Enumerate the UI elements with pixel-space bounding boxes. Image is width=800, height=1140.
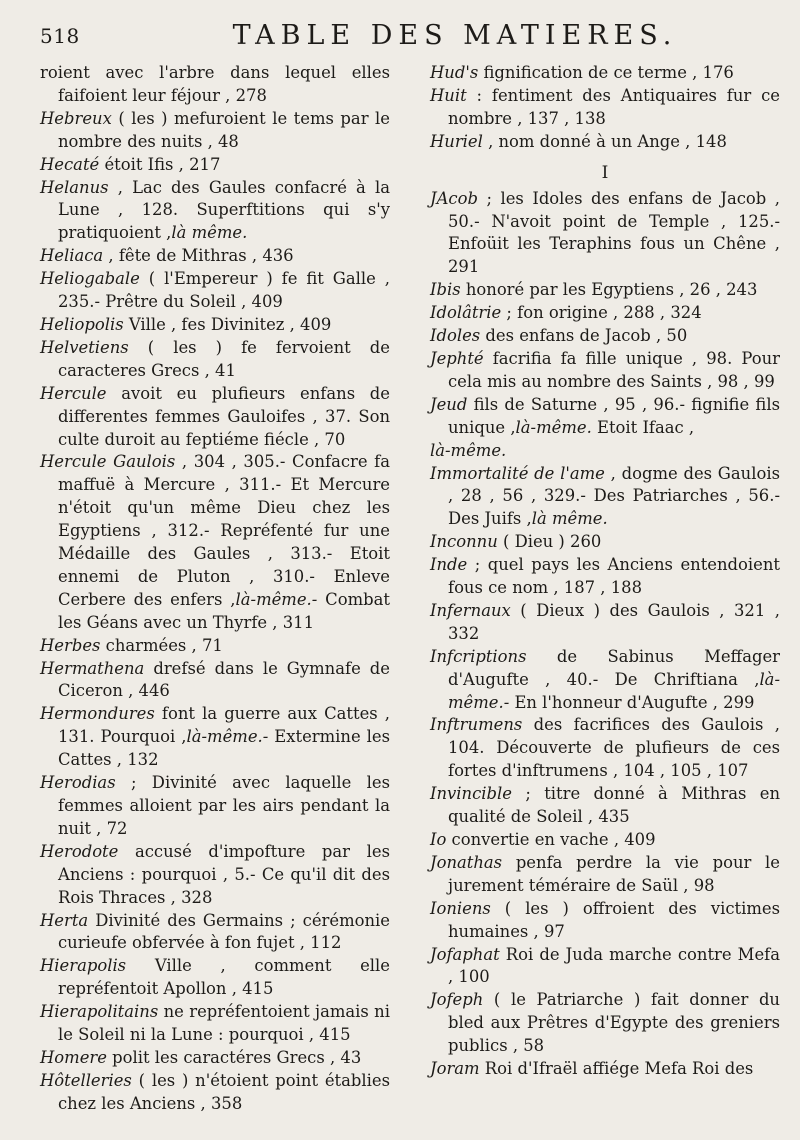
index-columns — [40, 62, 780, 1132]
entry-text: 415 — [236, 979, 274, 999]
entry-text: 100 — [453, 967, 490, 987]
index-entry — [430, 531, 780, 554]
entry-text: drefsé dans le Gymnafe de Ciceron , — [58, 658, 390, 701]
entry-text: ( l'Empereur ) fe fit Galle , 235.- Prêtre du Soleil , — [58, 269, 390, 312]
entry-text: , dogme des Gaulois , 28 , 56 , 329.- Des Patriarches , 56.- Des Juifs , — [448, 463, 780, 529]
entry-headword: Io — [430, 830, 447, 849]
entry-text: 50 — [661, 326, 688, 346]
entry-headword: Immortalité de l'ame — [430, 463, 605, 483]
entry-text: ; les Idoles des enfans de Jacob , 50.- N'avoit point de Temple , 125.- Enfoüit les Teraphins fous un Chêne , — [448, 188, 780, 254]
entry-headword: Hôtelleries — [40, 1070, 132, 1090]
entry-headword: Inconnu — [430, 532, 498, 552]
entry-text: En l'honneur d'Augufte , 299 — [509, 692, 755, 712]
entry-text: 43 — [335, 1047, 362, 1067]
entry-cross-reference: là même. — [531, 509, 608, 529]
entry-text: ; Divinité avec laquelle les femmes alloient par les airs pendant la nuit , — [58, 773, 390, 838]
entry-headword: Hermondures — [40, 704, 155, 724]
index-entry — [430, 394, 780, 440]
entry-headword: Inde — [430, 555, 468, 575]
entry-cross-reference: là même. — [171, 223, 248, 243]
index-entry — [40, 108, 390, 154]
entry-headword: Herbes — [40, 635, 101, 655]
entry-text: 446 — [133, 681, 170, 701]
entry-headword: Herodias — [40, 773, 116, 793]
index-entry — [430, 554, 780, 600]
index-entry — [40, 1070, 390, 1116]
entry-text: Extermine les Cattes , 132 — [58, 727, 390, 770]
index-entry — [430, 1058, 780, 1081]
entry-text: 41 — [209, 360, 236, 380]
entry-headword: Joram — [430, 1059, 480, 1079]
entry-headword: Huit — [430, 85, 467, 105]
entry-headword: Heliogabale — [40, 269, 140, 289]
entry-headword: Jeud — [430, 394, 468, 414]
left-column — [40, 62, 390, 1132]
index-entry — [40, 703, 390, 772]
entry-text: 176 — [697, 63, 734, 82]
entry-text: fignification de ce terme , — [478, 63, 698, 82]
index-entry — [40, 314, 390, 337]
index-entry — [430, 646, 780, 715]
entry-headword: Ioniens — [430, 898, 491, 918]
index-entry — [430, 279, 780, 302]
entry-text: fils de Saturne , 95 , 96.- fignifie fils unique , — [448, 394, 780, 437]
entry-headword: Hercule Gaulois — [40, 452, 176, 472]
index-entry — [430, 348, 780, 394]
index-entry — [430, 898, 780, 944]
index-entry — [430, 714, 780, 783]
entry-headword: Heliopolis — [40, 314, 124, 334]
entry-text: des enfans de Jacob , — [480, 326, 662, 346]
entry-headword: Ibis — [430, 280, 461, 300]
index-entry — [40, 337, 390, 383]
entry-headword: Hecaté — [40, 154, 100, 174]
entry-text: 409 — [619, 830, 656, 849]
entry-headword: Hebreux — [40, 108, 112, 128]
index-entry — [40, 772, 390, 841]
entry-text: ( Dieux ) des Gaulois , 321 , 332 — [448, 600, 780, 643]
index-entry — [40, 177, 390, 246]
entry-text: ; fon origine , — [501, 303, 619, 323]
index-entry — [40, 62, 390, 108]
index-entry — [430, 325, 780, 348]
entry-headword: Infcriptions — [430, 646, 527, 666]
running-header — [40, 18, 780, 54]
entry-text: accusé d'impofture par les Anciens : pourquoi , 5.- Ce qu'il dit des Rois Thraces , — [58, 841, 390, 907]
index-entry — [430, 463, 780, 532]
entry-text: 409 — [246, 292, 283, 312]
index-entry — [40, 910, 390, 956]
index-entry — [40, 1047, 390, 1070]
index-entry — [430, 829, 780, 852]
entry-text: roient avec l'arbre dans lequel elles faifoient leur féjour , — [40, 63, 390, 105]
entry-text: 48 — [212, 131, 239, 151]
entry-headword: Helanus — [40, 177, 109, 197]
entry-text: Ville , comment elle repréfentoit Apollon , — [58, 956, 390, 999]
entry-text: : fentiment des Antiquaires fur ce nombre , — [448, 85, 780, 128]
entry-text: 436 — [257, 246, 294, 266]
entry-headword: Hud's — [430, 63, 479, 82]
index-entry — [40, 1001, 390, 1047]
index-entry — [430, 783, 780, 829]
entry-text: ( le Patriarche ) fait donner du bled aux Prêtres d'Egypte des greniers publics , — [448, 990, 780, 1056]
entry-text: 98 — [688, 875, 715, 895]
entry-text: , nom donné à un Ange , — [482, 131, 691, 151]
entry-cross-reference: là-même. — [515, 417, 592, 437]
entry-text: charmées , — [100, 635, 197, 655]
index-entry — [40, 154, 390, 177]
entry-text: Roi d'Ifraël affiége Mefa Roi des — [479, 1059, 754, 1079]
entry-text: avoit eu plufieurs enfans de differentes femmes Gauloifes , 37. Son culte duroit au feptiéme fiécle , — [58, 383, 390, 449]
entry-text: Roi de Juda marche contre Mefa , — [448, 944, 780, 987]
entry-headword: Jephté — [430, 348, 484, 368]
page-title: TABLE DES MATIERES. — [232, 20, 678, 51]
entry-text: 137 , 138 — [522, 108, 606, 128]
entry-text: polit les caractéres Grecs , — [106, 1047, 336, 1067]
entry-text: ( les ) offroient des victimes humaines , — [448, 898, 780, 941]
entry-text: 187 , 188 — [558, 578, 643, 598]
entry-text: 435 — [593, 807, 630, 827]
entry-headword: Hermathena — [40, 658, 145, 678]
entry-cross-reference: là-même.- — [186, 727, 269, 747]
page-number: 518 — [40, 24, 80, 48]
entry-text: facrifia fa fille unique , 98. Pour cela mis au nombre des Saints , 98 , 99 — [448, 348, 780, 391]
index-entry — [430, 989, 780, 1058]
entry-text: 58 — [518, 1036, 545, 1056]
entry-text: honoré par les Egyptiens , 26 , 243 — [460, 280, 758, 300]
entry-text: des facrifices des Gaulois , 104. Découverte de plufieurs de ces fortes d'inftrumens , — [448, 715, 780, 781]
entry-text: 291 — [448, 257, 480, 277]
entry-text: 148 — [690, 131, 727, 151]
right-column — [430, 62, 780, 1132]
index-entry — [430, 131, 780, 154]
index-entry — [430, 85, 780, 131]
entry-headword: Jofaphat — [430, 944, 500, 964]
entry-headword: Hercule — [40, 383, 107, 403]
entry-text: 71 — [196, 635, 223, 655]
entry-text: ; quel pays les Anciens entendoient fous ce nom , — [448, 555, 780, 598]
entry-text: font la guerre aux Cattes , 131. Pourquoi , — [58, 704, 390, 747]
index-entry — [430, 440, 780, 463]
entry-text: 72 — [101, 818, 128, 838]
entry-text: ( les ) mefuroient le tems par le nombre des nuits , — [58, 108, 390, 151]
entry-text: Etoit Ifaac , — [591, 417, 695, 437]
entry-headword: Jofeph — [430, 990, 484, 1010]
index-entry — [40, 451, 390, 634]
index-entry — [40, 635, 390, 658]
index-entry — [40, 955, 390, 1001]
entry-headword: JAcob — [430, 188, 478, 208]
index-entry — [430, 302, 780, 325]
entry-headword: Invincible — [430, 784, 512, 804]
entry-headword: Inftrumens — [430, 715, 523, 735]
entry-text: Divinité des Germains ; cérémonie curieufe obfervée à fon fujet , 112 — [58, 910, 390, 953]
entry-text: , fête de Mithras , — [103, 246, 258, 266]
index-entry — [40, 268, 390, 314]
entry-text: convertie en vache , — [446, 830, 620, 849]
entry-text: ; titre donné à Mithras en qualité de Soleil , — [448, 784, 780, 827]
entry-text: 70 — [319, 429, 346, 449]
entry-text: 328 — [175, 887, 213, 907]
index-entry — [430, 188, 780, 280]
index-entry — [40, 841, 390, 910]
entry-text: 217 — [183, 154, 221, 174]
entry-headword: Idoles — [430, 326, 481, 346]
entry-text: 104 , 105 , 107 — [618, 761, 749, 781]
entry-headword: Helvetiens — [40, 337, 129, 357]
index-entry — [40, 245, 390, 268]
entry-headword: Herodote — [40, 841, 119, 861]
entry-text: 97 — [538, 921, 565, 941]
index-entry — [430, 944, 780, 990]
entries-h — [430, 62, 780, 154]
entry-cross-reference: là-même. — [430, 440, 507, 460]
entry-text: 260 — [564, 532, 602, 552]
entry-text: étoit Ifis , — [99, 154, 184, 174]
entry-text: , 304 , 305.- Confacre fa maffuë à Mercure , 311.- Et Mercure n'étoit qu'un même Dieu chez les Egyptiens , 312.- Repréfenté fur une Médaille des Gaules , 313.- Etoit ennemi de Pluton , 310.- Enleve Cerbere des enfers , — [58, 452, 390, 609]
entry-headword: Jonathas — [430, 852, 503, 872]
letter-heading-i: I — [601, 162, 609, 183]
entry-headword: Idolâtrie — [430, 303, 502, 323]
index-entry — [40, 658, 390, 704]
entry-cross-reference: là-même.- — [448, 669, 780, 712]
entry-text: Combat les Géans avec un Thyrfe , 311 — [58, 589, 390, 632]
entry-text: 288 , 324 — [618, 303, 702, 323]
entry-text: ( les ) n'étoient point établies chez les Anciens , — [58, 1070, 390, 1113]
entry-cross-reference: là-même.- — [235, 589, 318, 609]
entry-text: 409 — [294, 314, 332, 334]
entry-headword: Huriel — [430, 131, 483, 151]
entry-text: , Lac des Gaules confacré à la Lune , 128. Superftitions qui s'y pratiquoient , — [58, 177, 390, 243]
entry-text: ne repréfentoient jamais ni le Soleil ni la Lune : pourquoi , 415 — [58, 1002, 390, 1045]
index-entry — [430, 600, 780, 646]
entry-headword: Hierapolis — [40, 956, 127, 976]
entry-text: ( Dieu ) — [497, 532, 565, 552]
index-entry — [40, 383, 390, 452]
entry-headword: Hierapolitains — [40, 1002, 159, 1022]
entry-headword: Herta — [40, 910, 89, 930]
entry-headword: Homere — [40, 1047, 107, 1067]
entry-text: ( les ) fe fervoient de caracteres Grecs , — [58, 337, 390, 380]
entries-i — [430, 188, 780, 1081]
index-entry — [430, 852, 780, 898]
entry-headword: Infernaux — [430, 600, 511, 620]
entry-text: de Sabinus Meffager d'Augufte , 40.- De Chriftiana , — [448, 646, 780, 689]
entry-text: 358 — [205, 1093, 243, 1113]
entry-text: 278 — [230, 85, 267, 105]
entry-text: Ville , fes Divinitez , — [123, 314, 295, 334]
entry-text: penfa perdre la vie pour le jurement téméraire de Saül , — [448, 852, 780, 895]
index-entry — [430, 62, 780, 85]
entry-headword: Heliaca — [40, 246, 104, 266]
